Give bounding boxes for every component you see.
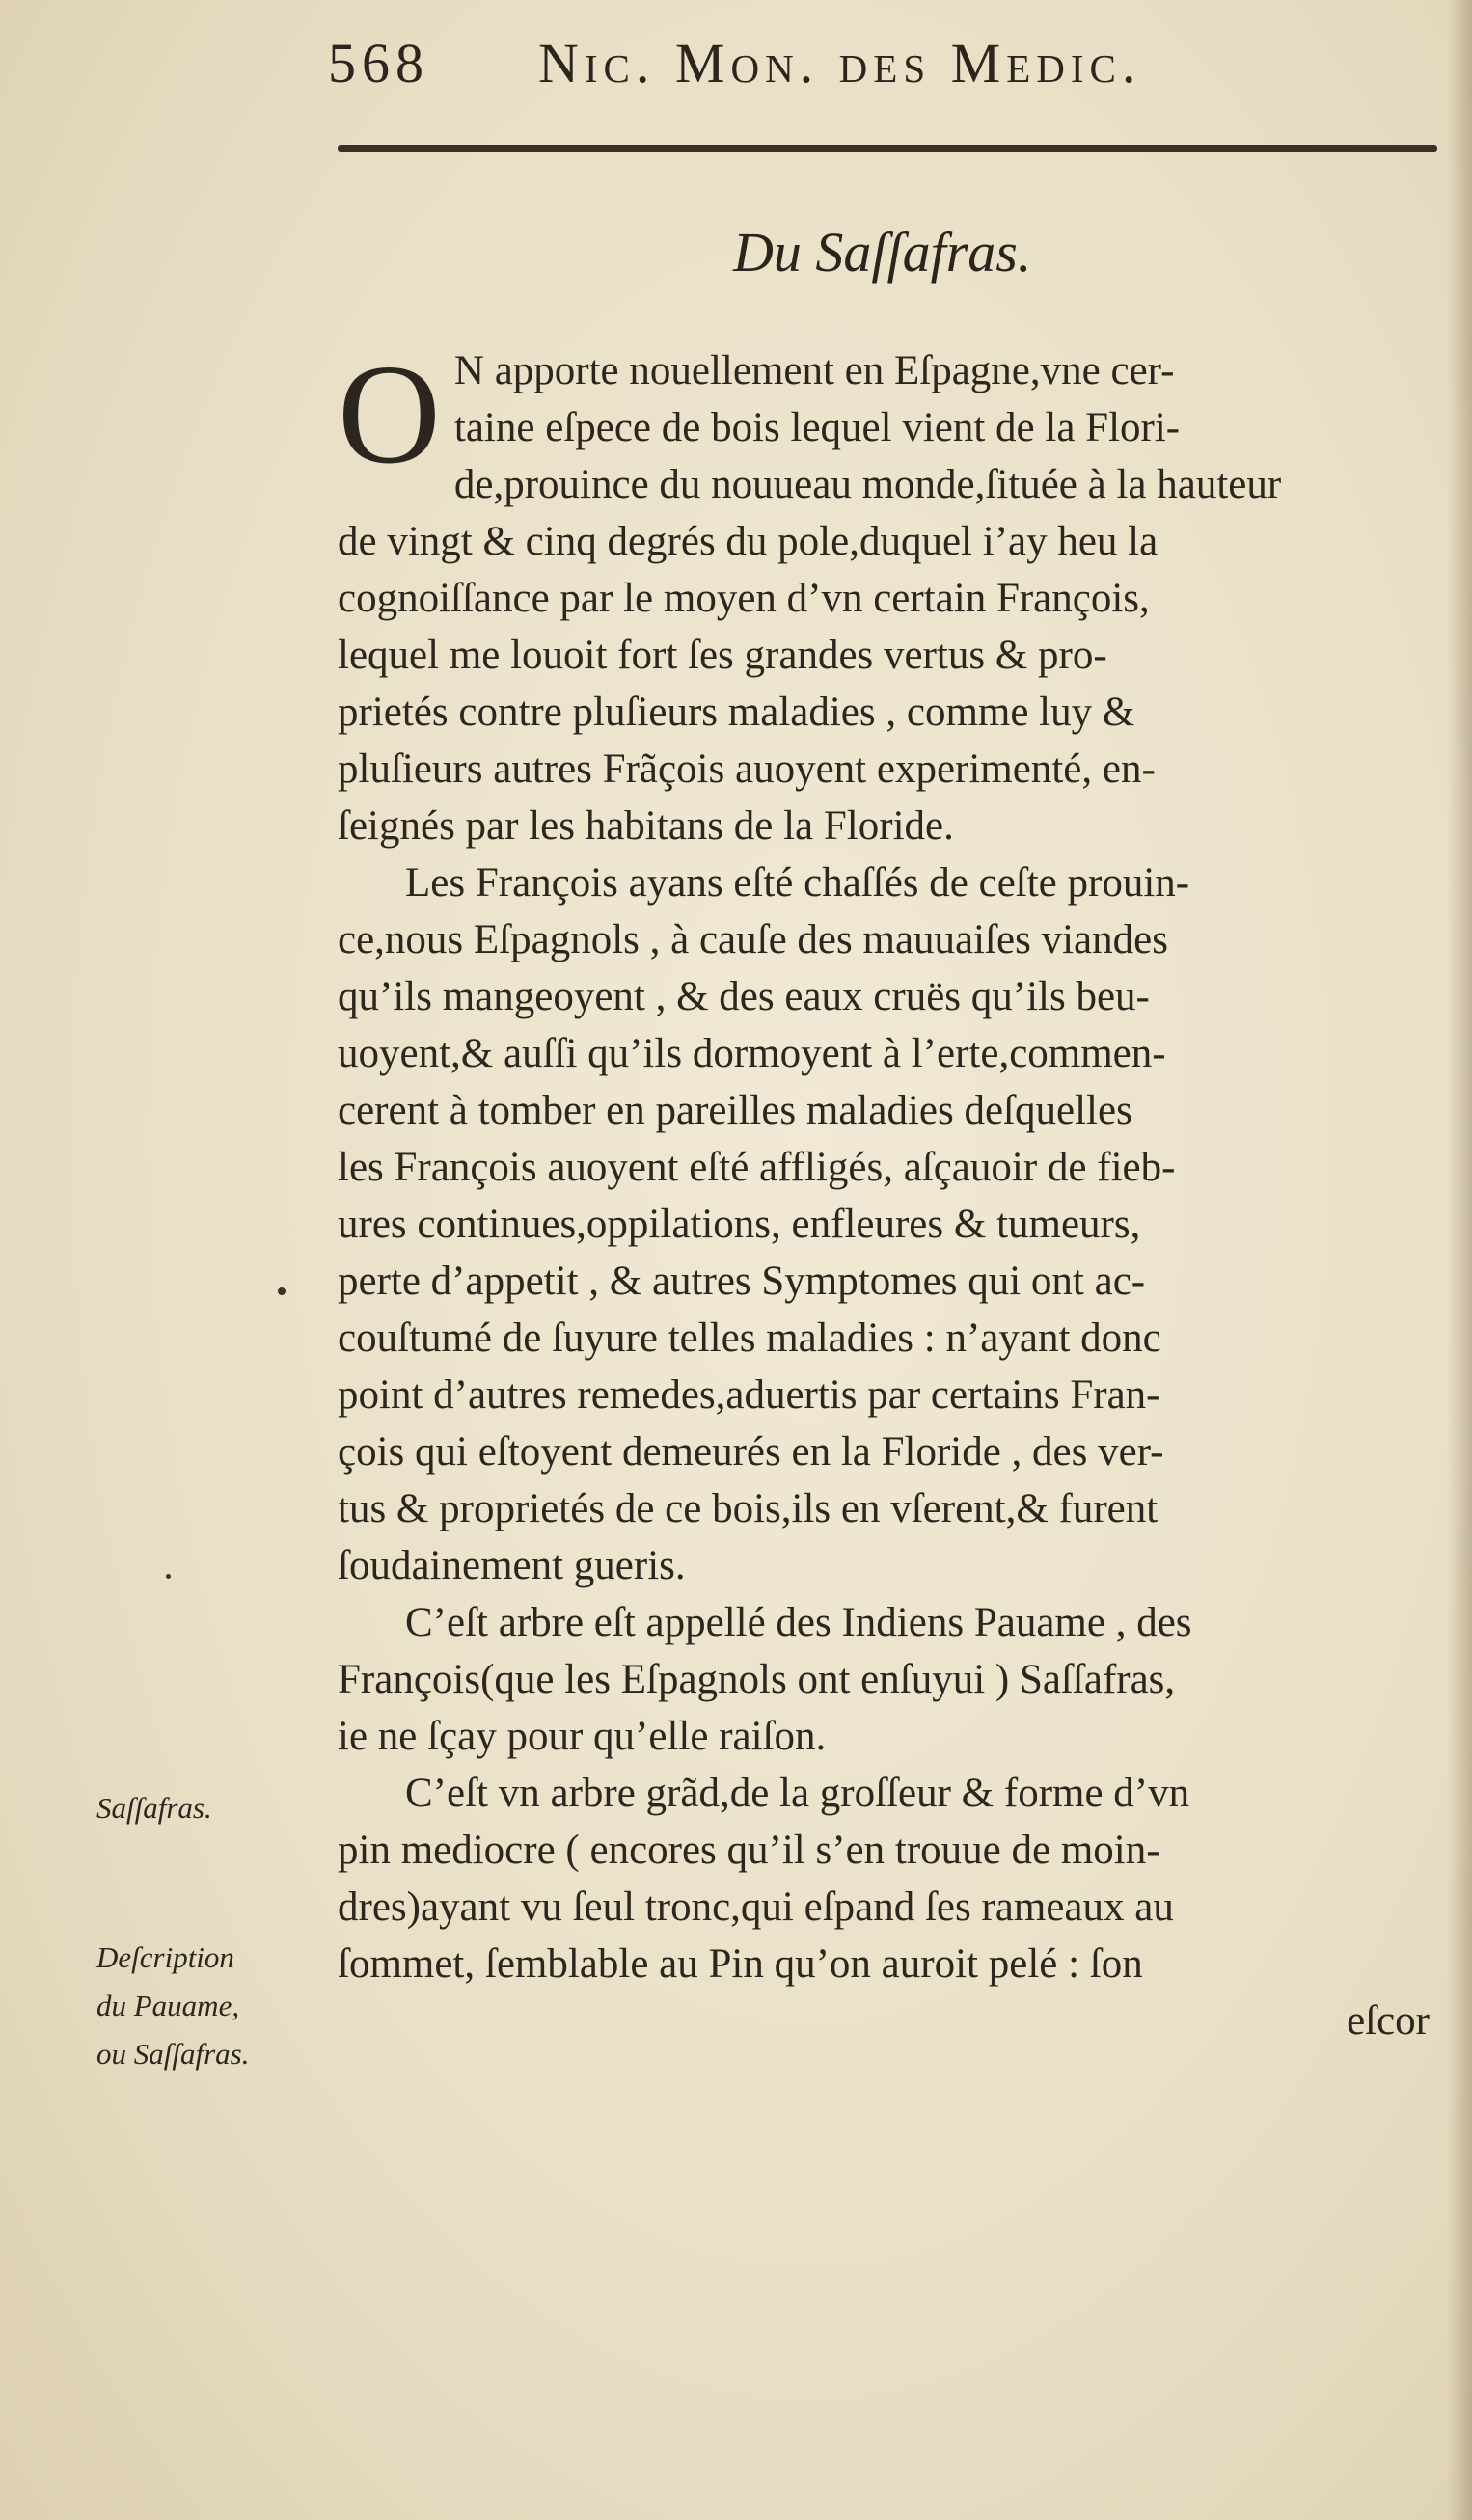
text-line: taine eſpece de bois lequel vient de la Flori-	[453, 405, 1181, 450]
text-line: C’eſt vn arbre grãd,de la groſſeur & forme d’vn	[405, 1771, 1190, 1816]
text-line: ce,nous Eſpagnols , à cauſe des mauuaiſes viandes	[338, 917, 1168, 962]
margin-note-line: ou Saſſafras.	[96, 2037, 250, 2071]
text-line: les François auoyent eſté affligés, aſçauoir de fieb-	[338, 1145, 1176, 1190]
page-header	[328, 31, 1437, 108]
running-title: Nic. Mon. des Medic.	[538, 32, 1142, 95]
margin-note-line: du Pauame,	[96, 1989, 240, 2022]
text-line: ures continues,oppilations, enfleures & tumeurs,	[338, 1202, 1141, 1247]
drop-cap: O	[338, 336, 441, 494]
text-line: C’eſt arbre eſt appellé des Indiens Pauame , des	[405, 1600, 1192, 1645]
paragraph-1	[338, 336, 1457, 854]
text-line: tus & proprietés de ce bois,ils en vſerent,& furent	[338, 1486, 1159, 1531]
text-line: ſoudainement gueris.	[338, 1543, 686, 1588]
text-line: ie ne ſçay pour qu’elle raiſon.	[338, 1714, 827, 1759]
text-line: de,prouince du nouueau monde,ſituée à la hauteur	[453, 462, 1282, 507]
text-line: ſommet, ſemblable au Pin qu’on auroit pelé : ſon	[338, 1941, 1143, 1987]
ink-speck	[166, 1574, 171, 1579]
margin-note-line: Deſcription	[96, 1940, 234, 1974]
text-line: dres)ayant vu ſeul tronc,qui eſpand ſes rameaux au	[338, 1884, 1174, 1930]
text-line: point d’autres remedes,aduertis par certains Fran-	[338, 1372, 1160, 1418]
text-line: prietés contre pluſieurs maladies , comme luy &	[338, 690, 1135, 735]
ink-speck	[278, 1287, 286, 1295]
section-title: Du Saſſafras.	[733, 221, 1032, 284]
text-line: cognoiſſance par le moyen d’vn certain François,	[338, 576, 1150, 621]
text-line: François(que les Eſpagnols ont enſuyui ) Saſſafras,	[338, 1657, 1176, 1702]
header-rule	[338, 145, 1437, 152]
text-line: perte d’appetit , & autres Symptomes qui ont ac-	[338, 1259, 1146, 1304]
text-line: lequel me louoit fort ſes grandes vertus & pro-	[338, 633, 1107, 678]
text-line: pluſieurs autres Frãçois auoyent experimenté, en-	[338, 746, 1156, 792]
body-text	[338, 336, 1457, 2049]
margin-note-sassafras: Saſſafras.	[96, 1791, 212, 1825]
text-line: couſtumé de ſuyure telles maladies : n’ayant donc	[338, 1315, 1161, 1361]
text-line: de vingt & cinq degrés du pole,duquel i’ay heu la	[338, 519, 1159, 564]
paragraph-4	[338, 1765, 1457, 1992]
text-line: Les François ayans eſté chaſſés de ceſte prouin-	[405, 860, 1190, 906]
paragraph-3	[338, 1594, 1457, 1765]
text-line: pin mediocre ( encores qu’il s’en trouue de moin-	[338, 1828, 1160, 1873]
text-line: uoyent,& auſſi qu’ils dormoyent à l’erte,commen-	[338, 1031, 1166, 1076]
page-number: 568	[328, 32, 429, 95]
text-line: N apporte nouellement en Eſpagne,vne cer-	[453, 348, 1175, 393]
text-line: çois qui eſtoyent demeurés en la Floride , des ver-	[338, 1429, 1164, 1475]
paragraph-2	[338, 854, 1457, 1594]
text-line: ſeignés par les habitans de la Floride.	[338, 803, 954, 849]
margin-note-description	[96, 1934, 249, 2078]
text-line: cerent à tomber en pareilles maladies deſquelles	[338, 1088, 1132, 1133]
text-line: qu’ils mangeoyent , & des eaux cruës qu’ils beu-	[338, 974, 1150, 1019]
catchword: eſcor	[1347, 1998, 1430, 2044]
